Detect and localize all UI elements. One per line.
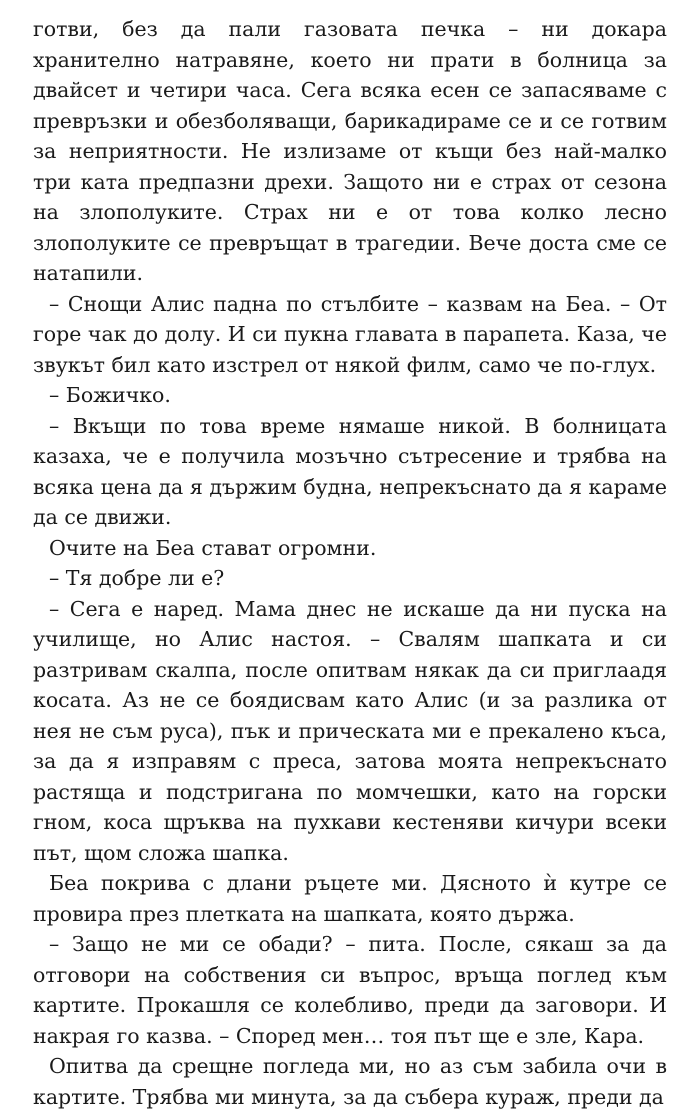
paragraph-5: Очите на Беа стават огромни. bbox=[49, 535, 377, 560]
paragraph-1: готви, без да пали газовата печка – ни докара хранително натравяне, което ни прати в болница за двайсет и четири часа. Сега всяка есен се запасяваме с превръзки и обезболяващи, барикадираме се и се готвим за неприятности. Не излизаме от къщи без най-малко три ката предпазни дрехи. Защото ни е страх от сезона на злополуките. Страх ни е от това колко лесно злополуките се превръщат в трагедии. Вече доста сме се натапили. bbox=[33, 17, 667, 285]
paragraph-7: – Сега е наред. Мама днес не искаше да ни пуска на училище, но Алис настоя. – Свалям шапката и си разтривам скалпа, после опитвам някак да си приглаадя косата. Аз не се боядисвам като Алис (и за разлика от нея не съм руса), пък и прическата ми е прекалено къса, за да я изправям с преса, затова моята непрекъснато растяща и подстригана по момчешки, като на горски гном, коса щръква на пухкави кестеняви кичури всеки път, щом сложа шапка. bbox=[33, 596, 667, 865]
paragraph-6: – Тя добре ли е? bbox=[49, 566, 225, 590]
book-page bbox=[33, 14, 667, 1112]
paragraph-3: – Божичко. bbox=[49, 383, 171, 407]
paragraph-2: – Снощи Алис падна по стълбите – казвам на Беа. – От горе чак до долу. И си пукна главата в парапета. Каза, че звукът бил като изстрел от някой филм, само че по-глух. bbox=[33, 291, 667, 377]
paragraph-10: Опитва да срещне погледа ми, но аз съм забила очи в картите. Трябва ми минута, за да събера кураж, преди да bbox=[33, 1054, 667, 1109]
paragraph-8: Беа покрива с длани ръцете ми. Дясното ѝ кутре се провира през плетката на шапката, която държа. bbox=[33, 871, 667, 926]
paragraph-4: – Вкъщи по това време нямаше никой. В болницата казаха, че е получила мозъчно сътресение и трябва на всяка цена да я държим будна, непрекъснато да я караме да се движи. bbox=[33, 413, 667, 529]
paragraph-9: – Защо не ми се обади? – пита. После, сякаш за да отговори на собствения си въпрос, връща поглед към картите. Прокашля се колебливо, преди да заговори. И накрая го казва. – Според мен… тоя път ще е зле, Кара. bbox=[33, 932, 667, 1048]
